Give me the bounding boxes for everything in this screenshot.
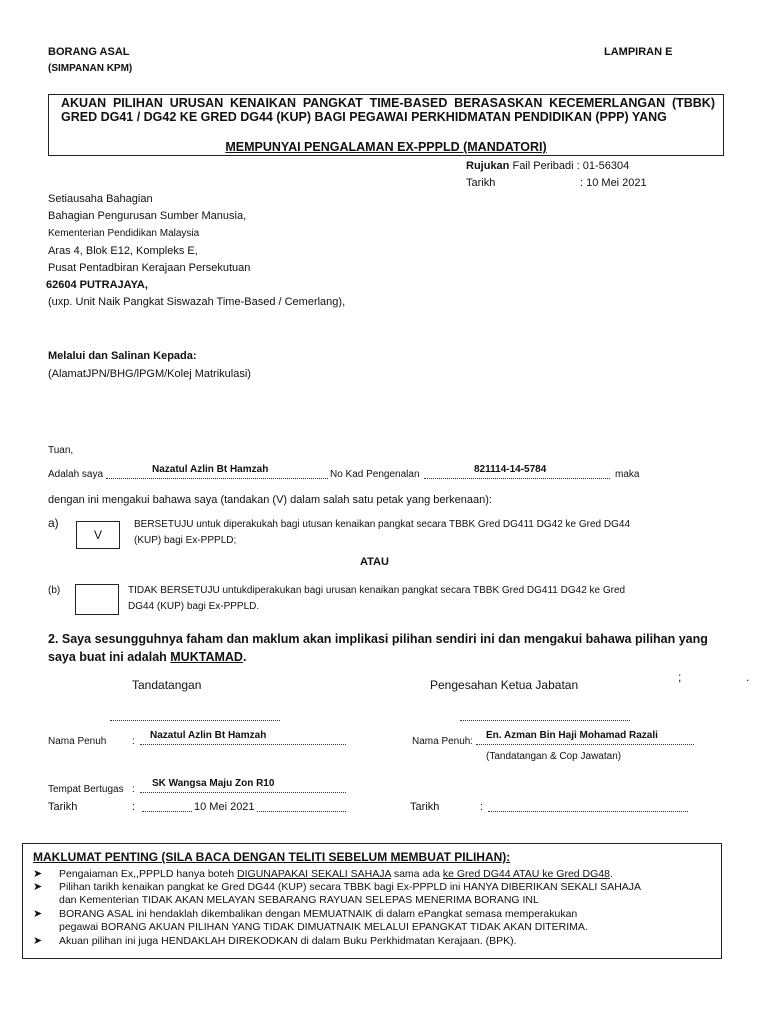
name-dotted-line <box>106 478 328 479</box>
info-item-1-u1: DIGUNAPAKAI SEKALI SAHAJA <box>237 868 391 880</box>
workplace-label: Tempat Bertugas <box>48 784 124 795</box>
via-label: Melalui dan Salinan Kepada: <box>48 350 197 362</box>
statement-line-1: 2. Saya sesungguhnya faham dan maklum akan implikasi pilihan sendiri ini dan mengakui bahawa pilihan yang <box>48 632 708 646</box>
form-subtitle: MEMPUNYAI PENGALAMAN EX-PPPLD (MANDATORI) <box>225 140 547 154</box>
workplace-colon: : <box>132 784 135 795</box>
important-info-box <box>22 843 722 959</box>
option-b-label: (b) <box>48 585 61 596</box>
info-item-1-b: sama ada <box>390 868 443 880</box>
option-b-text-1: TIDAK BERSETUJU untukdiperakukan bagi urusan kenaikan pangkat secara TBBK Gred DG411 DG42 ke Gred <box>128 585 626 596</box>
reference-label: Rujukan <box>466 160 510 172</box>
head-date-colon: : <box>480 801 484 813</box>
head-date-dotted-line[interactable] <box>488 811 688 812</box>
name-value[interactable]: Nazatul Azlin Bt Hamzah <box>152 464 269 475</box>
form-title: AKUAN PILIHAN URUSAN KENAIKAN PANGKAT TIME-BASED BERASASKAN KECEMERLANGAN (TBBK) GRED DG41 / DG42 KE GRED DG44 (KUP) BAGI PEGAWAI PERKHIDMATAN PENDIDIKAN (PPP) YANG <box>61 96 715 124</box>
form-title-box <box>48 94 724 156</box>
address-line-3: Kementerian Pendidikan Malaysia <box>48 228 200 239</box>
reference-date-label: Tarikh <box>466 177 496 189</box>
full-name-value[interactable]: Nazatul Azlin Bt Hamzah <box>150 730 267 741</box>
maka-text: maka <box>615 469 640 480</box>
form-copy-note: (SIMPANAN KPM) <box>48 63 133 74</box>
head-date-label: Tarikh <box>410 801 440 813</box>
info-item-1-a: Pengaiaman Ex,,PPPLD hanya boteh <box>59 868 238 880</box>
info-item-2-line-1: Pilihan tarikh kenaikan pangkat ke Gred DG44 (KUP) secara TBBK bagi Ex-PPPLD ini HANYA DIBERIKAN SEKALI SAHAJA <box>59 881 642 893</box>
checkmark-icon: V <box>93 528 102 542</box>
mark-semicolon: ; <box>678 670 682 684</box>
ic-dotted-line <box>424 478 610 479</box>
ic-value[interactable]: 821114-14-5784 <box>474 464 547 475</box>
option-b-text-2: DG44 (KUP) bagi Ex-PPPLD. <box>128 601 260 612</box>
signature-line-right[interactable] <box>460 720 630 721</box>
attachment-label: LAMPIRAN E <box>604 46 673 58</box>
info-item-3-line-2: pegawai BORANG AKUAN PILIHAN YANG TIDAK DIMUATNAIK MELALUI EPANGKAT TIDAK AKAN DITERIMA. <box>59 921 588 933</box>
option-a-text-1: BERSETUJU untuk diperakukah bagi utusan kenaikan pangkat secara TBBK Gred DG411 DG42 ke Gred DG44 <box>134 519 631 530</box>
address-line-1: Setiausaha Bahagian <box>48 193 153 205</box>
date-colon: : <box>132 801 136 813</box>
full-name-dotted-line <box>140 744 346 745</box>
reference-value: Fail Peribadi : 01-56304 <box>512 160 630 172</box>
info-heading: MAKLUMAT PENTING (SILA BACA DENGAN TELITI SEBELUM MEMBUAT PILIHAN): <box>33 850 511 864</box>
info-item-4: Akuan pilihan ini juga HENDAKLAH DIREKODKAN di dalam Buku Perkhidmatan Kerajaan. (BPK). <box>59 935 517 947</box>
head-name-value[interactable]: En. Azman Bin Haji Mohamad Razali <box>486 730 658 741</box>
name-label: Adalah saya <box>48 469 104 480</box>
reference-line <box>466 160 629 172</box>
mark-dot: . <box>746 670 750 684</box>
via-value: (AlamatJPN/BHG/lPGM/Kolej Matrikulasi) <box>48 368 251 380</box>
ic-label: No Kad Pengenalan <box>330 469 420 480</box>
workplace-dotted-line <box>140 792 346 793</box>
arrow-bullet-icon: ➤ <box>33 935 43 947</box>
declaration-text: dengan ini mengakui bahawa saya (tandakan (V) dalam salah satu petak yang berkenaan): <box>48 494 492 506</box>
statement-suffix: . <box>242 650 247 664</box>
address-line-6: 62604 PUTRAJAYA, <box>46 279 148 291</box>
head-name-colon: : <box>470 736 473 747</box>
signature-line-left[interactable] <box>110 720 280 721</box>
date-value[interactable]: 10 Mei 2021 <box>194 801 255 813</box>
or-separator: ATAU <box>360 556 389 568</box>
option-a-label: a) <box>48 516 59 530</box>
salutation: Tuan, <box>48 445 74 456</box>
full-name-colon: : <box>132 736 135 747</box>
info-item-1-u2: ke Gred DG44 ATAU ke Gred DG48 <box>442 868 610 880</box>
approval-label: Pengesahan Ketua Jabatan <box>430 678 579 692</box>
form-type-label: BORANG ASAL <box>48 46 130 58</box>
info-item-3-line-1: BORANG ASAL ini hendaklah dikembalikan dengan MEMUATNAIK di dalam ePangkat semasa memperakukan <box>59 908 578 920</box>
full-name-label: Nama Penuh <box>48 736 107 747</box>
arrow-bullet-icon: ➤ <box>33 908 43 920</box>
option-a-checkbox[interactable] <box>76 521 120 549</box>
statement-final: MUKTAMAD <box>170 650 243 664</box>
arrow-bullet-icon: ➤ <box>33 881 43 893</box>
signature-label: Tandatangan <box>132 678 202 692</box>
address-line-7: (uxp. Unit Naik Pangkat Siswazah Time-Based / Cemerlang), <box>48 296 346 308</box>
address-line-5: Pusat Pentadbiran Kerajaan Persekutuan <box>48 262 251 274</box>
option-a-text-2: (KUP) bagi Ex-PPPLD; <box>134 535 237 546</box>
info-item-1 <box>59 868 613 880</box>
info-item-2-line-2: dan Kementerian TIDAK AKAN MELAYAN SEBARANG RAYUAN SELEPAS MENERIMA BORANG INL <box>59 894 539 906</box>
workplace-value[interactable]: SK Wangsa Maju Zon R10 <box>152 778 275 789</box>
info-item-1-c: . <box>609 868 613 880</box>
address-line-4: Aras 4, Blok E12, Kompleks E, <box>48 245 198 257</box>
statement-prefix: saya buat ini adalah <box>48 650 171 664</box>
reference-date-value: : 10 Mei 2021 <box>580 177 647 189</box>
statement-line-2 <box>48 650 246 664</box>
arrow-bullet-icon: ➤ <box>33 868 43 880</box>
head-name-label: Nama Penuh <box>412 736 471 747</box>
head-name-dotted-line <box>476 744 694 745</box>
option-b-checkbox[interactable] <box>75 584 119 615</box>
address-line-2: Bahagian Pengurusan Sumber Manusia, <box>48 210 247 222</box>
date-label: Tarikh <box>48 801 78 813</box>
stamp-note: (Tandatangan & Cop Jawatan) <box>486 751 622 762</box>
